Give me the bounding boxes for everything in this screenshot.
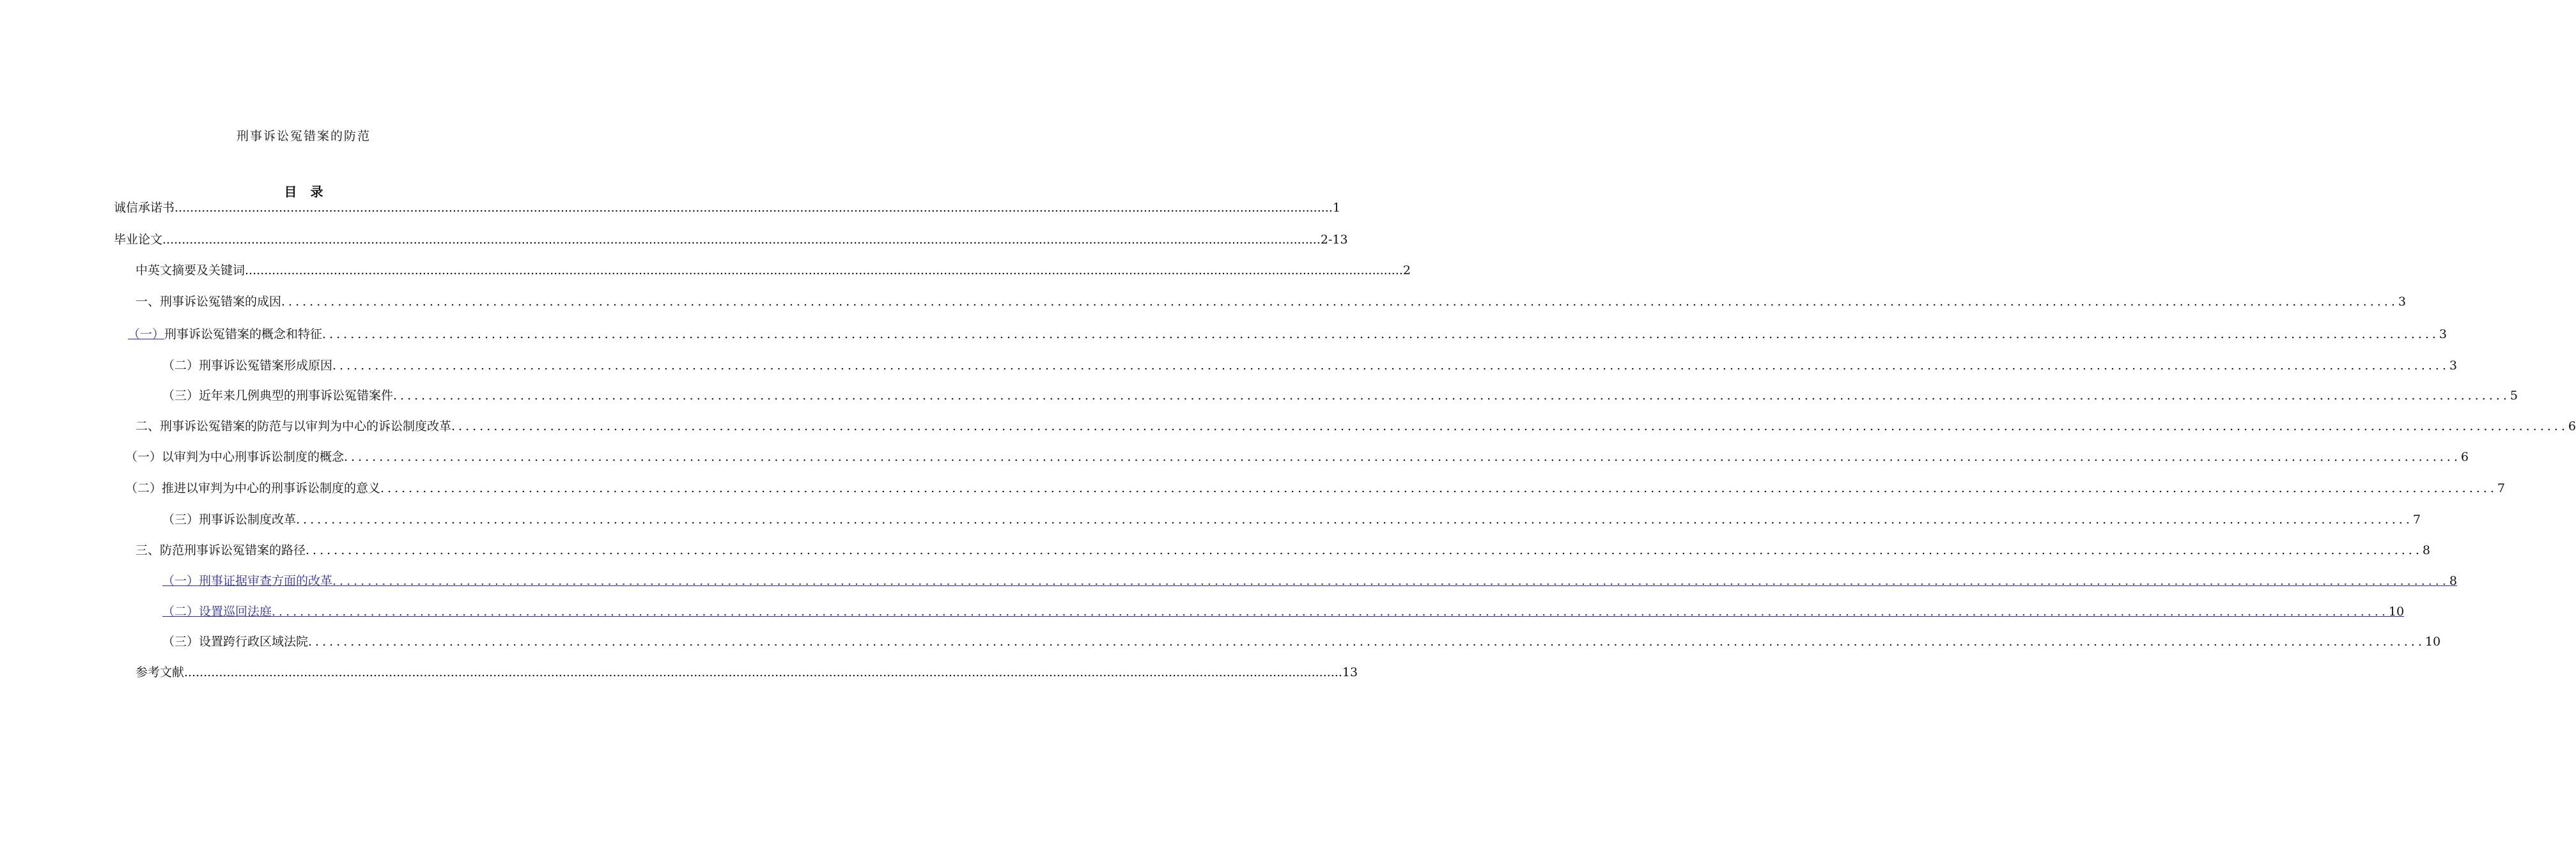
toc-entry-text: （一）以审判为中心刑事诉讼制度的概念 xyxy=(125,450,345,464)
toc-entry-text: （三）设置跨行政区域法院 xyxy=(162,635,309,649)
toc-entry-link-prefix[interactable]: （一） xyxy=(128,327,165,341)
toc-leader-dots: ............................................................................................................................................................................................................................................................................................................ xyxy=(175,201,1333,215)
toc-entry-text: 诚信承诺书 xyxy=(114,201,175,215)
toc-entry-section-3-3[interactable] xyxy=(162,632,2441,649)
toc-page-number: 7 xyxy=(2497,481,2505,495)
toc-entry-section-2-1[interactable] xyxy=(125,447,2469,464)
toc-entry-section-1-1[interactable] xyxy=(125,325,2447,341)
toc-entry-section-2[interactable] xyxy=(136,417,2576,433)
toc-page-number: 3 xyxy=(2449,359,2457,373)
toc-page-number: 10 xyxy=(2388,605,2405,619)
toc-page-number: 2 xyxy=(1402,263,1411,277)
toc-entry-text: （三）刑事诉讼制度改革 xyxy=(162,513,297,527)
toc-entry-text: （一）刑事证据审查方面的改革 xyxy=(162,574,333,588)
toc-entry-thesis[interactable] xyxy=(114,230,1348,247)
toc-entry-text: 毕业论文 xyxy=(114,233,163,247)
toc-leader-dots: ............................................................................................................................................................................................................................................................................................................ xyxy=(281,295,2398,309)
toc-entry-text: 中英文摘要及关键词 xyxy=(136,263,245,277)
toc-entry-section-2-3[interactable] xyxy=(162,510,2421,527)
toc-entry-text: 刑事诉讼冤错案的概念和特征 xyxy=(164,327,323,341)
toc-entry-text: 一、刑事诉讼冤错案的成因 xyxy=(136,295,282,309)
toc-page-number: 2-13 xyxy=(1320,233,1348,247)
toc-leader-dots: ............................................................................................................................................................................................................................................................................................................ xyxy=(272,605,2389,619)
toc-page-number: 8 xyxy=(2422,543,2430,557)
toc-entry-abstract[interactable] xyxy=(136,261,1411,277)
document-title: 刑事诉讼冤错案的防范 xyxy=(236,129,371,143)
toc-entry-text: （二）推进以审判为中心的刑事诉讼制度的意义 xyxy=(125,481,381,495)
toc-leader-dots: ............................................................................................................................................................................................................................................................................................................ xyxy=(322,327,2439,341)
toc-leader-dots: ............................................................................................................................................................................................................................................................................................................ xyxy=(308,635,2425,649)
toc-page-number: 3 xyxy=(2398,295,2406,309)
toc-entry-section-2-2[interactable] xyxy=(125,479,2505,495)
toc-leader-dots: ............................................................................................................................................................................................................................................................................................................ xyxy=(245,263,1403,277)
toc-page-number: 10 xyxy=(2425,635,2441,649)
toc-leader-dots: ............................................................................................................................................................................................................................................................................................................ xyxy=(306,543,2423,557)
toc-leader-dots: ............................................................................................................................................................................................................................................................................................................ xyxy=(451,419,2568,433)
toc-entry-text: （二）设置巡回法庭 xyxy=(162,605,272,619)
toc-entry-section-3[interactable] xyxy=(136,541,2430,557)
toc-page-number: 5 xyxy=(2510,389,2518,403)
toc-entry-text: （三）近年来几例典型的刑事诉讼冤错案件 xyxy=(162,389,394,403)
toc-leader-dots: ............................................................................................................................................................................................................................................................................................................ xyxy=(380,481,2497,495)
toc-heading: 目 录 xyxy=(284,184,323,199)
toc-entry-text: 参考文献 xyxy=(136,665,185,679)
toc-entry-integrity-pledge[interactable] xyxy=(114,198,1340,215)
toc-entry-text: 三、防范刑事诉讼冤错案的路径 xyxy=(136,543,306,557)
toc-entry-references[interactable] xyxy=(136,663,1358,679)
toc-page-number: 1 xyxy=(1332,201,1340,215)
toc-leader-dots: ............................................................................................................................................................................................................................................................................................................ xyxy=(184,665,1342,679)
toc-page-number: 8 xyxy=(2449,574,2457,588)
toc-page-number: 6 xyxy=(2568,419,2576,433)
toc-link-section-3-1[interactable] xyxy=(162,571,2457,588)
toc-entry-section-1[interactable] xyxy=(136,292,2406,309)
toc-page-number: 7 xyxy=(2412,513,2421,527)
toc-leader-dots: ............................................................................................................................................................................................................................................................................................................ xyxy=(162,233,1321,247)
toc-leader-dots: ............................................................................................................................................................................................................................................................................................................ xyxy=(344,450,2461,464)
toc-link-section-3-2[interactable] xyxy=(162,602,2405,619)
toc-leader-dots: ............................................................................................................................................................................................................................................................................................................ xyxy=(332,574,2449,588)
toc-leader-dots: ............................................................................................................................................................................................................................................................................................................ xyxy=(332,359,2449,373)
toc-leader-dots: ............................................................................................................................................................................................................................................................................................................ xyxy=(296,513,2413,527)
toc-entry-text: （二）刑事诉讼冤错案形成原因 xyxy=(162,359,333,373)
toc-leader-dots: ............................................................................................................................................................................................................................................................................................................ xyxy=(393,389,2510,403)
toc-entry-section-1-2[interactable] xyxy=(162,356,2457,373)
toc-page-number: 6 xyxy=(2460,450,2469,464)
toc-entry-text: 二、刑事诉讼冤错案的防范与以审判为中心的诉讼制度改革 xyxy=(136,419,452,433)
toc-page-number: 13 xyxy=(1342,665,1358,679)
toc-entry-section-1-3[interactable] xyxy=(162,386,2518,403)
toc-page-number: 3 xyxy=(2439,327,2447,341)
